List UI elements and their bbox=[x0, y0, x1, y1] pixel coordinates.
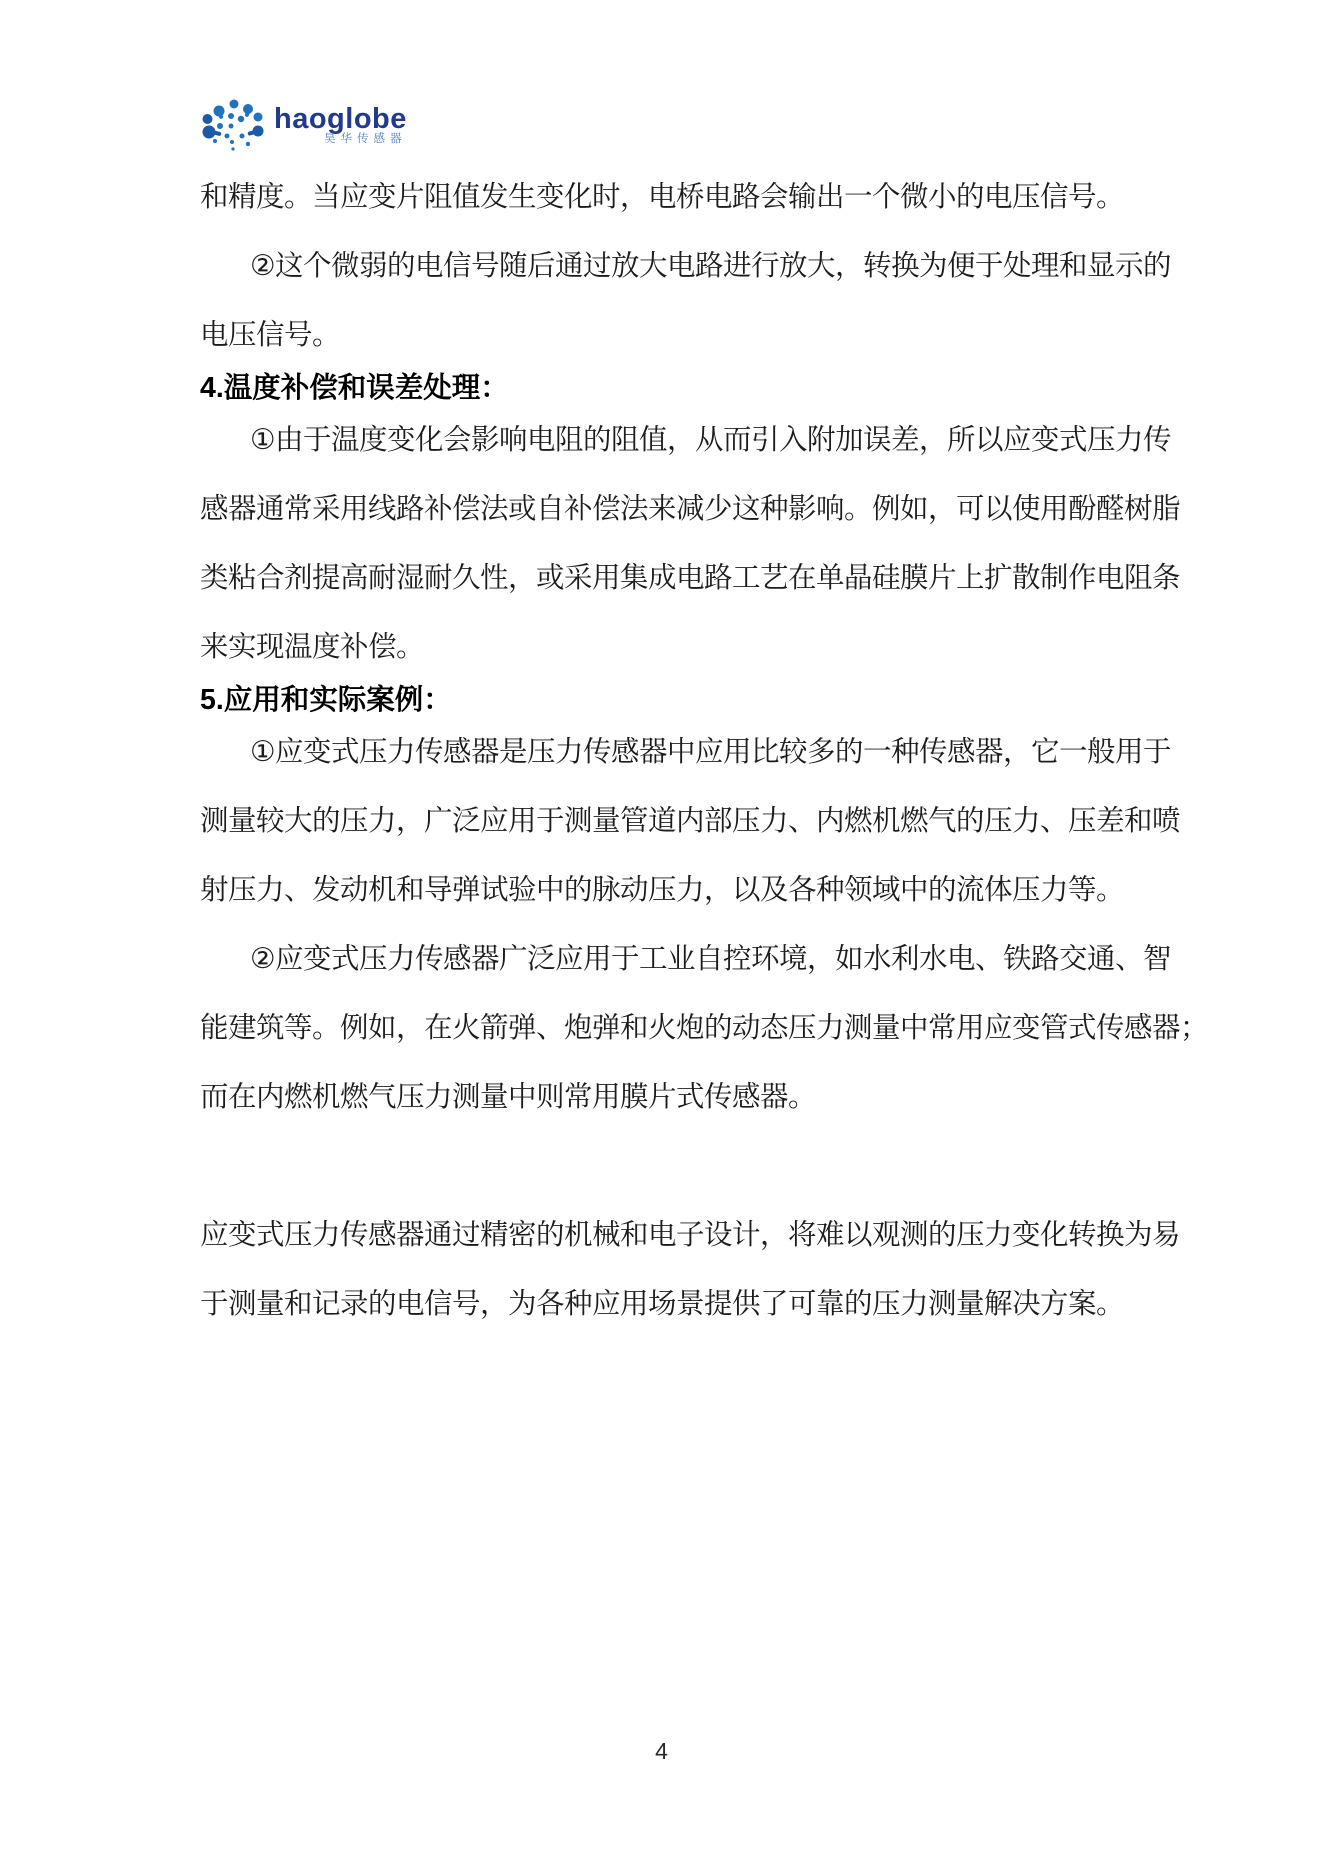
text-line: ②这个微弱的电信号随后通过放大电路进行放大，转换为便于处理和显示的 bbox=[250, 250, 1172, 282]
text-line: ①应变式压力传感器是压力传感器中应用比较多的一种传感器，它一般用于 bbox=[250, 736, 1172, 768]
brand-logo bbox=[198, 83, 448, 155]
section-heading-5: 5.应用和实际案例： bbox=[200, 684, 452, 716]
text-line: 和精度。当应变片阻值发生变化时，电桥电路会输出一个微小的电压信号。 bbox=[200, 181, 1125, 213]
text-line: 应变式压力传感器通过精密的机械和电子设计，将难以观测的压力变化转换为易 bbox=[200, 1219, 1181, 1251]
text-line: 测量较大的压力，广泛应用于测量管道内部压力、内燃机燃气的压力、压差和喷 bbox=[200, 805, 1181, 837]
blank-line bbox=[200, 1132, 1160, 1201]
text-line: 电压信号。 bbox=[200, 319, 341, 351]
text-line: ①由于温度变化会影响电阻的阻值，从而引入附加误差，所以应变式压力传 bbox=[250, 424, 1172, 456]
text-line: 能建筑等。例如，在火箭弹、炮弹和火炮的动态压力测量中常用应变管式传感器； bbox=[200, 1012, 1209, 1044]
text-line: 而在内燃机燃气压力测量中则常用膜片式传感器。 bbox=[200, 1081, 817, 1113]
text-line: 于测量和记录的电信号，为各种应用场景提供了可靠的压力测量解决方案。 bbox=[200, 1288, 1125, 1320]
logo-wordmark: haoglobe bbox=[274, 103, 407, 135]
text-line: ②应变式压力传感器广泛应用于工业自控环境，如水利水电、铁路交通、智 bbox=[250, 943, 1172, 975]
document-content bbox=[200, 163, 1209, 1339]
page-number: 4 bbox=[655, 1738, 668, 1764]
text-line: 感器通常采用线路补偿法或自补偿法来减少这种影响。例如，可以使用酚醛树脂 bbox=[200, 493, 1181, 525]
text-line: 类粘合剂提高耐湿耐久性，或采用集成电路工艺在单晶硅膜片上扩散制作电阻条 bbox=[200, 562, 1181, 594]
text-line: 射压力、发动机和导弹试验中的脉动压力，以及各种领域中的流体压力等。 bbox=[200, 874, 1125, 906]
text-line: 来实现温度补偿。 bbox=[200, 631, 425, 663]
logo-dots-icon bbox=[202, 98, 266, 155]
logo-subtitle: 昊华传感器 bbox=[324, 133, 407, 145]
section-heading-4: 4.温度补偿和误差处理： bbox=[200, 372, 509, 404]
